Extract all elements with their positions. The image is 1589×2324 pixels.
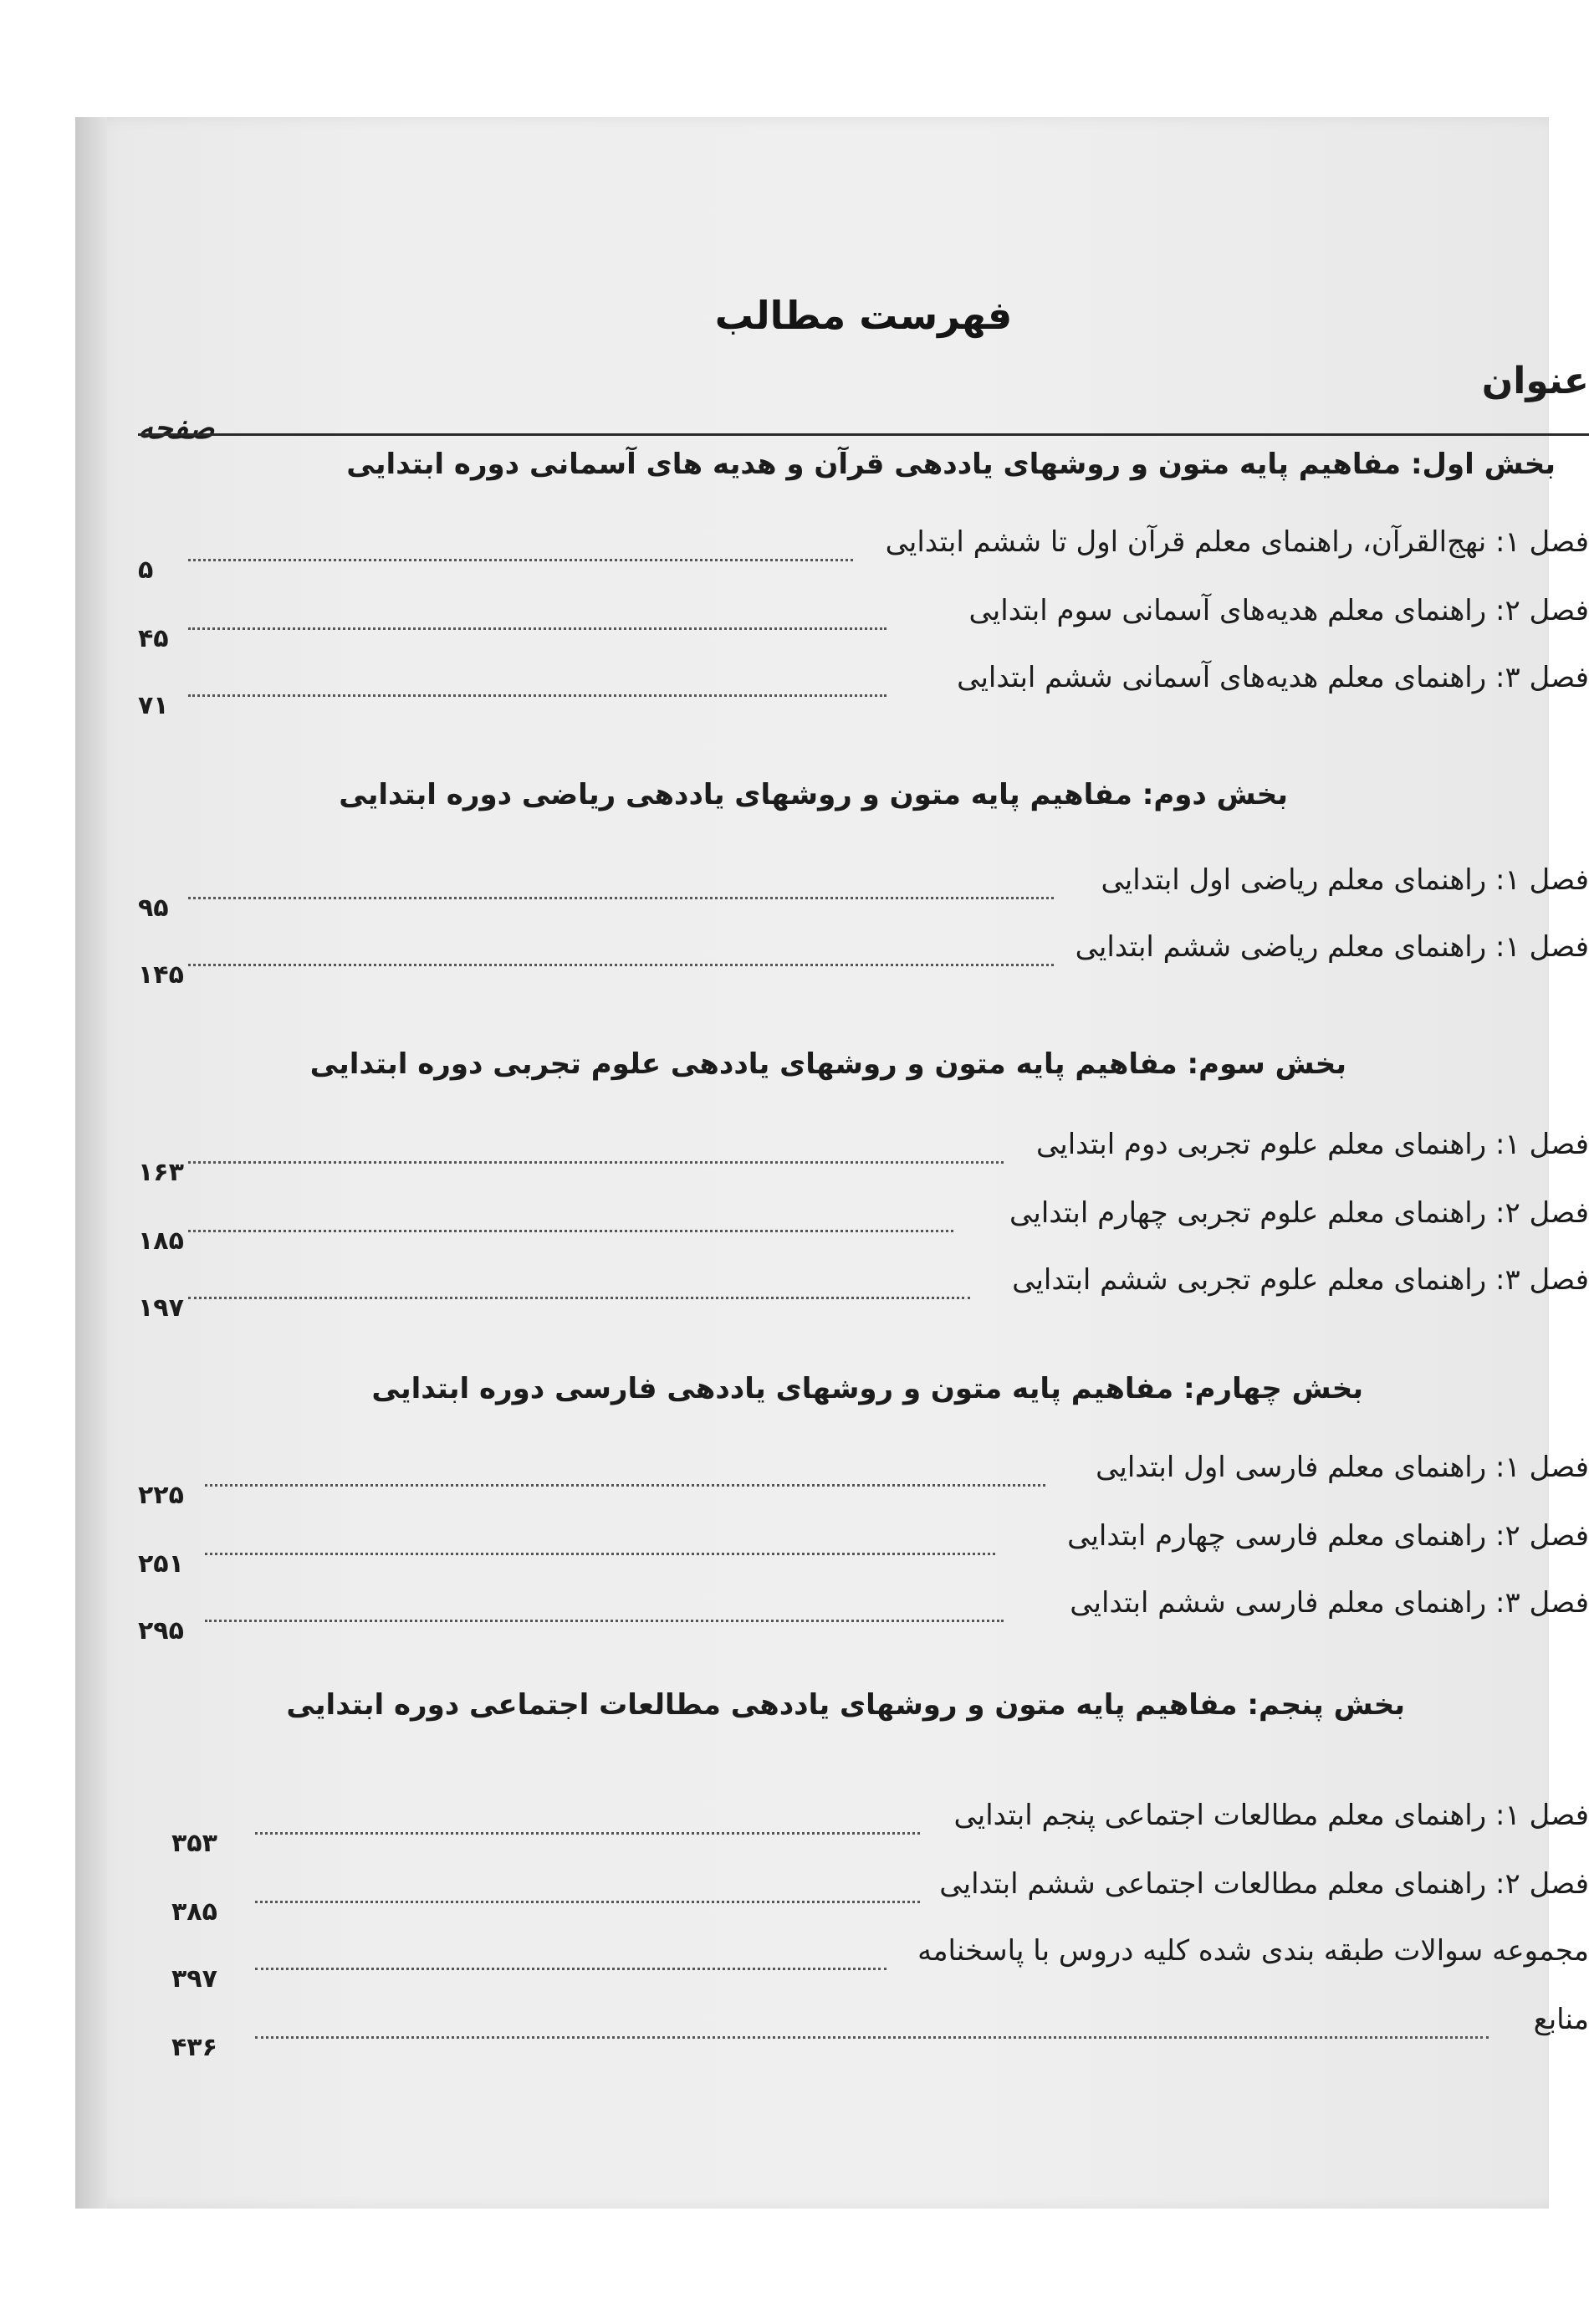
page-column-header: صفحه <box>138 412 215 446</box>
section-3-heading: بخش سوم: مفاهیم پایه متون و روشهای یاددهی علوم تجربی دوره ابتدایی <box>309 1047 1346 1081</box>
entry-title: فصل ۳: راهنمای معلم فارسی ششم ابتدایی <box>1070 1586 1589 1620</box>
toc-content <box>138 117 1589 2209</box>
toc-entry-5-4[interactable] <box>138 2003 1589 2062</box>
toc-entry-3-3[interactable] <box>138 1263 1589 1323</box>
entry-page: ۱۸۵ <box>138 1226 184 1256</box>
leader-dots <box>205 1620 1004 1622</box>
book-spine-shadow <box>75 117 107 2209</box>
entry-title: منابع <box>1533 2003 1589 2036</box>
leader-dots <box>255 1901 920 1903</box>
toc-entry-2-2[interactable] <box>138 930 1589 990</box>
leader-dots <box>188 1161 1004 1164</box>
title-column-header: عنوان <box>1481 360 1589 402</box>
entry-page: ۹۵ <box>138 893 169 923</box>
leader-dots <box>188 1230 953 1232</box>
entry-title: فصل ۲: راهنمای معلم مطالعات اجتماعی ششم ابتدایی <box>939 1867 1589 1901</box>
entry-title: فصل ۱: راهنمای معلم ریاضی ششم ابتدایی <box>1075 930 1589 964</box>
entry-page: ۱۴۵ <box>138 960 184 990</box>
section-5-heading: بخش پنجم: مفاهیم پایه متون و روشهای یاددهی مطالعات اجتماعی دوره ابتدایی <box>286 1688 1405 1722</box>
leader-dots <box>255 1968 886 1970</box>
leader-dots <box>188 694 886 697</box>
toc-entry-2-1[interactable] <box>138 863 1589 923</box>
entry-page: ۵ <box>138 555 154 585</box>
entry-title: فصل ۳: راهنمای معلم هدیه‌های آسمانی ششم ابتدایی <box>957 661 1589 694</box>
toc-entry-5-2[interactable] <box>138 1867 1589 1927</box>
section-1-heading: بخش اول: مفاهیم پایه متون و روشهای یاددهی قرآن و هدیه های آسمانی دوره ابتدایی <box>346 448 1556 481</box>
entry-title: مجموعه سوالات طبقه بندی شده کلیه دروس با پاسخنامه <box>917 1934 1589 1968</box>
leader-dots <box>188 1297 970 1299</box>
toc-entry-1-2[interactable] <box>138 594 1589 653</box>
toc-title: فهرست مطالب <box>714 293 1013 338</box>
entry-page: ۲۹۵ <box>138 1616 184 1646</box>
entry-page: ۷۱ <box>138 691 169 720</box>
leader-dots <box>205 1484 1045 1487</box>
toc-entry-5-3[interactable] <box>138 1934 1589 1994</box>
toc-entry-4-1[interactable] <box>138 1451 1589 1510</box>
leader-dots <box>255 2036 1489 2039</box>
leader-dots <box>255 1832 920 1835</box>
toc-entry-1-1[interactable] <box>138 525 1589 585</box>
entry-page: ۳۵۳ <box>171 1829 217 1858</box>
entry-page: ۴۵ <box>138 624 169 653</box>
toc-entry-4-3[interactable] <box>138 1586 1589 1646</box>
entry-title: فصل ۱: راهنمای معلم فارسی اول ابتدایی <box>1096 1451 1589 1484</box>
toc-entry-3-2[interactable] <box>138 1196 1589 1256</box>
toc-entry-5-1[interactable] <box>138 1799 1589 1858</box>
toc-entry-1-3[interactable] <box>138 661 1589 720</box>
entry-title: فصل ۲: راهنمای معلم هدیه‌های آسمانی سوم ابتدایی <box>968 594 1589 627</box>
entry-page: ۳۸۵ <box>171 1897 217 1927</box>
entry-title: فصل ۲: راهنمای معلم فارسی چهارم ابتدایی <box>1067 1519 1589 1553</box>
book-page <box>75 117 1589 2209</box>
entry-page: ۱۶۳ <box>138 1158 184 1187</box>
leader-dots <box>188 897 1054 899</box>
section-2-heading: بخش دوم: مفاهیم پایه متون و روشهای یاددهی ریاضی دوره ابتدایی <box>339 778 1288 811</box>
entry-title: فصل ۱: راهنمای معلم ریاضی اول ابتدایی <box>1101 863 1589 897</box>
header-rule <box>138 433 1589 436</box>
section-4-heading: بخش چهارم: مفاهیم پایه متون و روشهای یاددهی فارسی دوره ابتدایی <box>371 1372 1363 1405</box>
leader-dots <box>188 627 886 630</box>
toc-entry-4-2[interactable] <box>138 1519 1589 1579</box>
entry-page: ۳۹۷ <box>171 1964 217 1994</box>
entry-page: ۴۳۶ <box>171 2033 217 2062</box>
entry-page: ۲۲۵ <box>138 1481 184 1510</box>
leader-dots <box>188 559 853 561</box>
toc-entry-3-1[interactable] <box>138 1128 1589 1187</box>
entry-title: فصل ۳: راهنمای معلم علوم تجربی ششم ابتدایی <box>1012 1263 1589 1297</box>
leader-dots <box>188 964 1054 966</box>
entry-page: ۲۵۱ <box>138 1549 184 1579</box>
entry-title: فصل ۱: راهنمای معلم مطالعات اجتماعی پنجم ابتدایی <box>953 1799 1589 1832</box>
entry-title: فصل ۱: راهنمای معلم علوم تجربی دوم ابتدایی <box>1035 1128 1589 1161</box>
entry-title: فصل ۱: نهج‌القرآن، راهنمای معلم قرآن اول تا ششم ابتدایی <box>885 525 1589 559</box>
entry-title: فصل ۲: راهنمای معلم علوم تجربی چهارم ابتدایی <box>1009 1196 1589 1230</box>
entry-page: ۱۹۷ <box>138 1293 184 1323</box>
leader-dots <box>205 1553 995 1555</box>
